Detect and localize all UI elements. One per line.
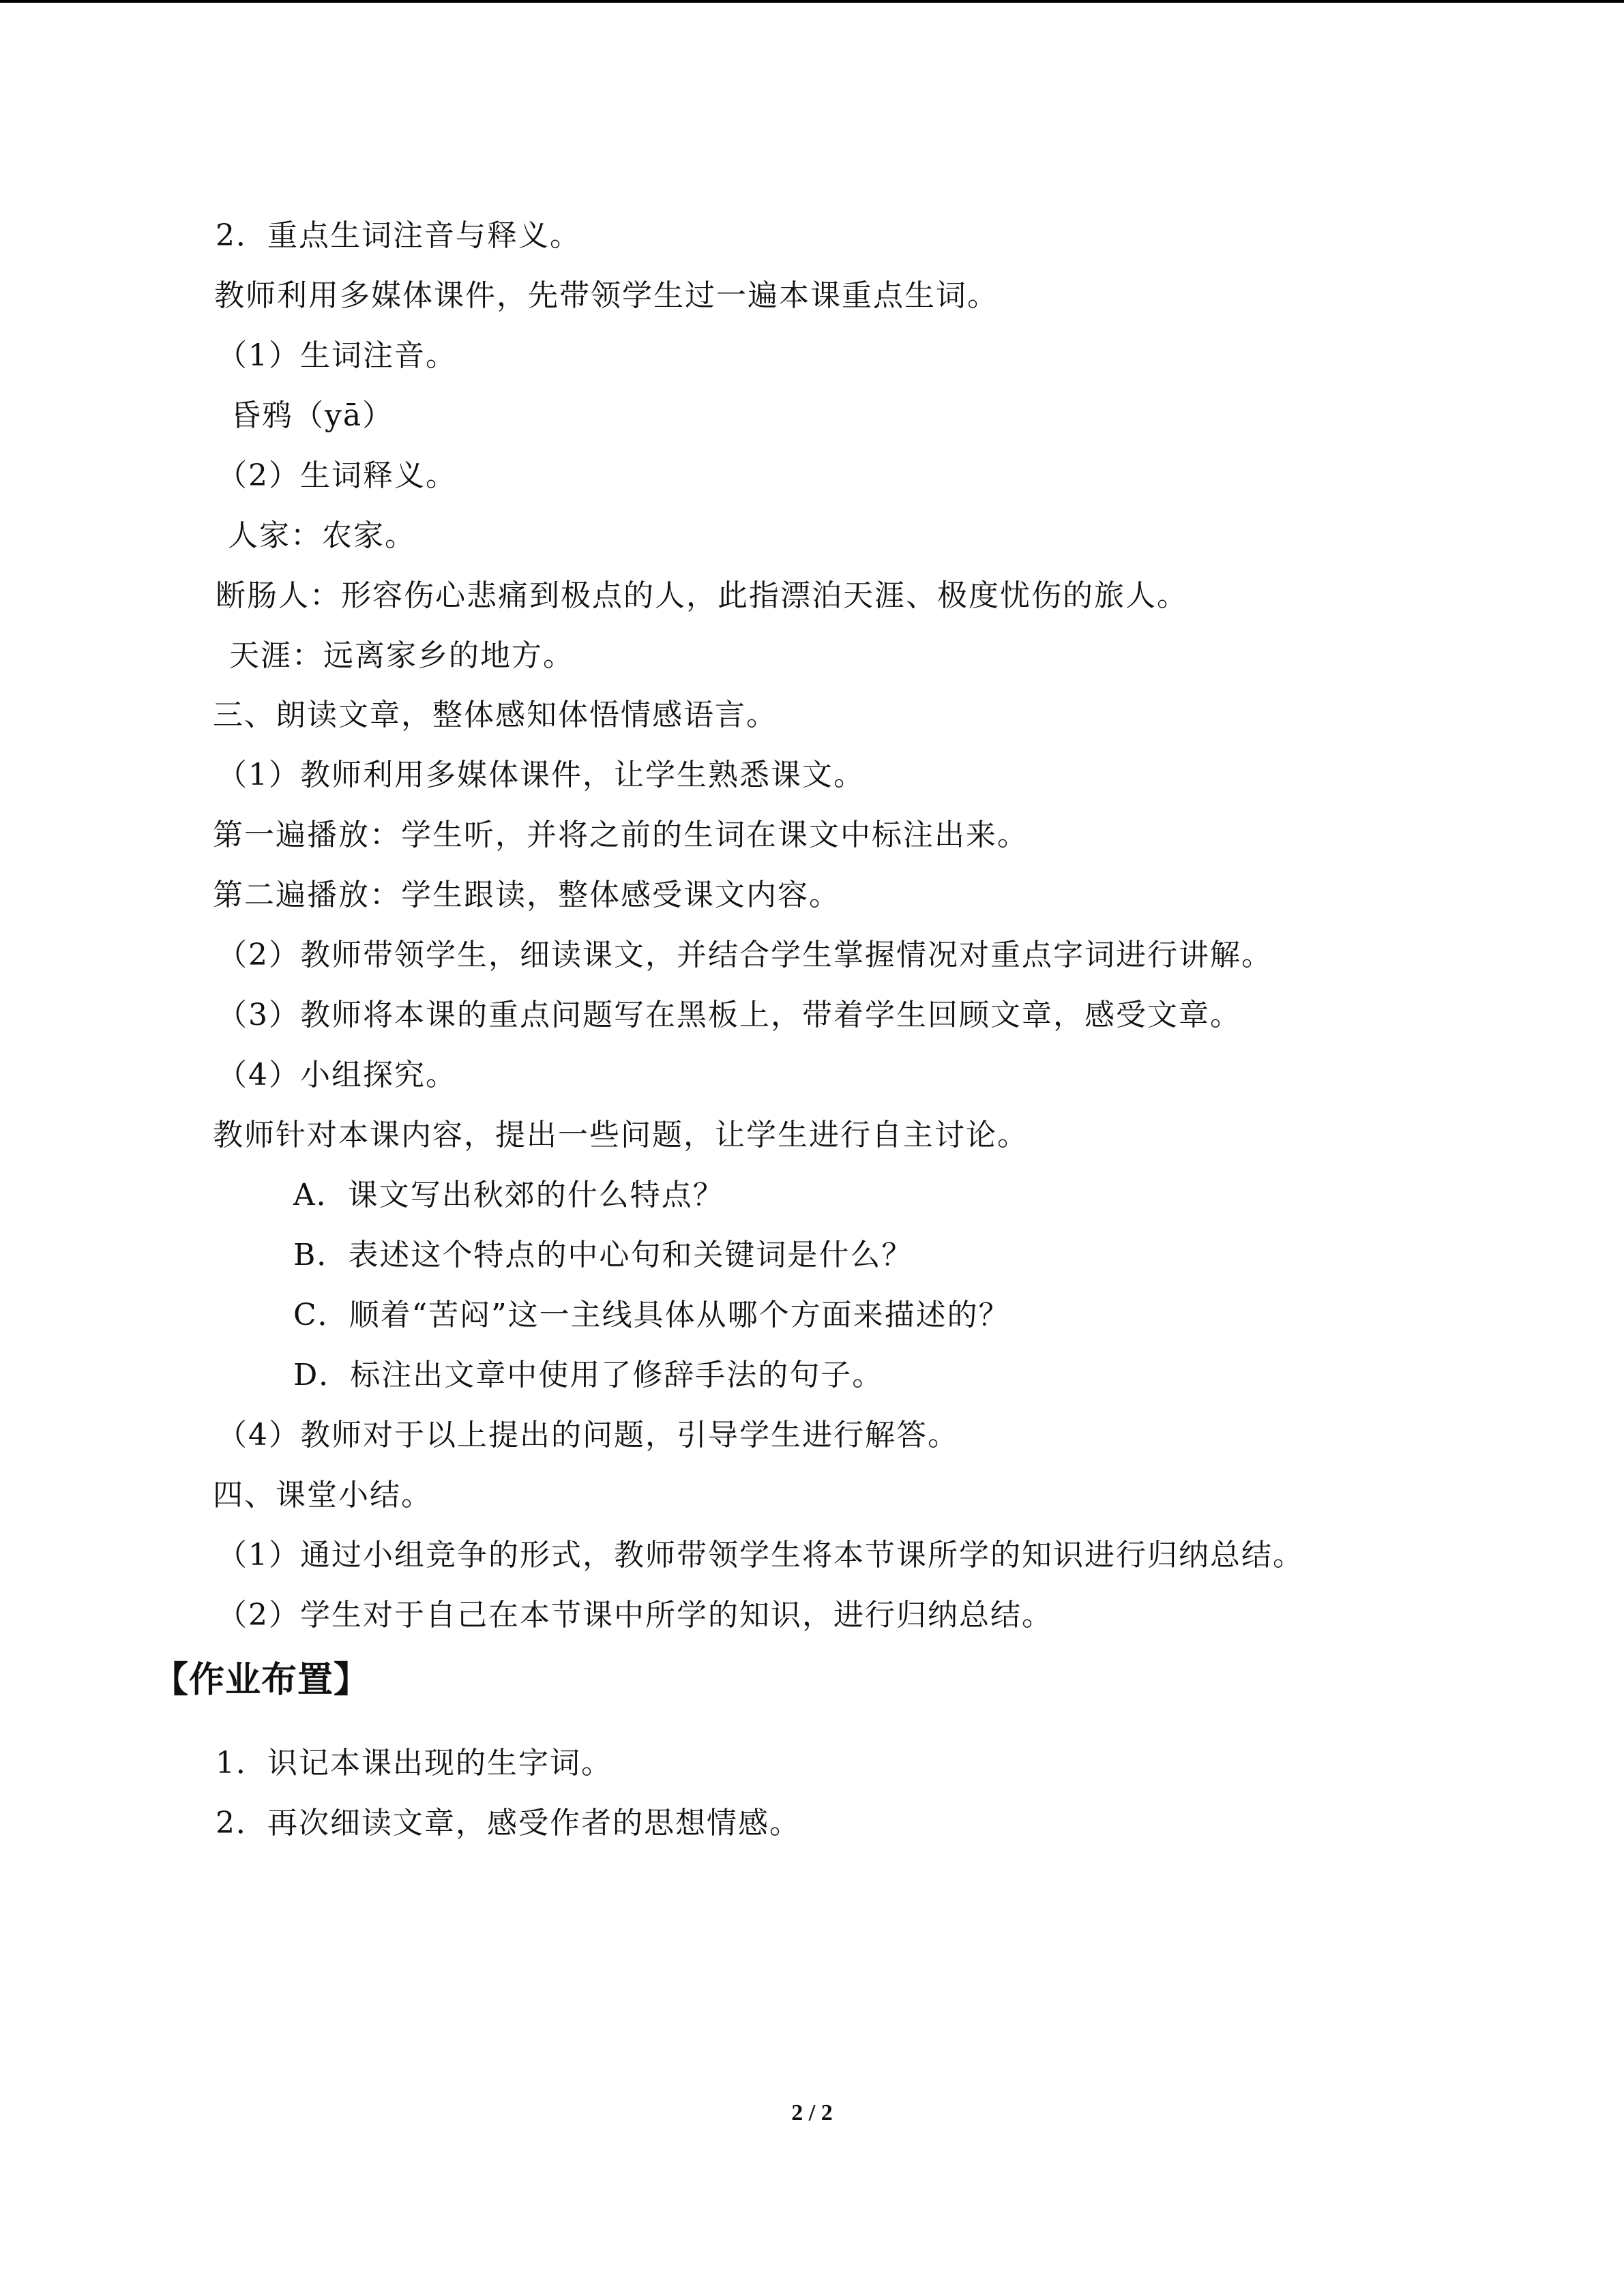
- body-line: 第二遍播放：学生跟读，整体感受课文内容。: [213, 878, 840, 912]
- body-line: 教师针对本课内容，提出一些问题，让学生进行自主讨论。: [213, 1118, 1029, 1152]
- body-line: 昏鸦（yā）: [231, 398, 394, 433]
- top-border-line: [0, 0, 1624, 3]
- section-heading: 三、朗读文章，整体感知体悟情感语言。: [213, 698, 778, 732]
- body-line: （4）小组探究。: [217, 1058, 457, 1092]
- question-item: A．课文写出秋郊的什么特点？: [293, 1178, 724, 1212]
- question-item: B．表述这个特点的中心句和关键词是什么？: [293, 1238, 913, 1272]
- homework-item: 1．识记本课出现的生字词。: [216, 1746, 612, 1780]
- body-line: 天涯：远离家乡的地方。: [229, 638, 574, 673]
- body-line: （1）生词注音。: [217, 338, 457, 373]
- body-line: 教师利用多媒体课件，先带领学生过一遍本课重点生词。: [214, 278, 999, 313]
- body-line: 断肠人：形容伤心悲痛到极点的人，此指漂泊天涯、极度忧伤的旅人。: [216, 578, 1188, 613]
- question-item: D．标注出文章中使用了修辞手法的句子。: [293, 1358, 884, 1392]
- body-line: （3）教师将本课的重点问题写在黑板上，带着学生回顾文章，感受文章。: [217, 998, 1241, 1032]
- homework-heading: 【作业布置】: [153, 1660, 370, 1701]
- body-line: 2．重点生词注音与释义。: [216, 218, 581, 253]
- body-line: （1）教师利用多媒体课件，让学生熟悉课文。: [217, 758, 865, 792]
- body-line: 第一遍播放：学生听，并将之前的生词在课文中标注出来。: [213, 818, 1029, 852]
- section-heading: 四、课堂小结。: [213, 1478, 432, 1512]
- question-item: C．顺着“苦闷”这一主线具体从哪个方面来描述的？: [293, 1298, 1010, 1332]
- page-number: 2 / 2: [791, 2100, 833, 2126]
- body-line: 人家：农家。: [228, 518, 416, 553]
- homework-item: 2．再次细读文章，感受作者的思想情感。: [216, 1806, 801, 1840]
- body-line: （4）教师对于以上提出的问题，引导学生进行解答。: [217, 1418, 959, 1452]
- body-line: （2）教师带领学生，细读课文，并结合学生掌握情况对重点字词进行讲解。: [217, 938, 1273, 972]
- body-line: （1）通过小组竞争的形式，教师带领学生将本节课所学的知识进行归纳总结。: [217, 1538, 1304, 1572]
- body-line: （2）学生对于自己在本节课中所学的知识，进行归纳总结。: [217, 1598, 1053, 1632]
- body-line: （2）生词释义。: [217, 458, 457, 493]
